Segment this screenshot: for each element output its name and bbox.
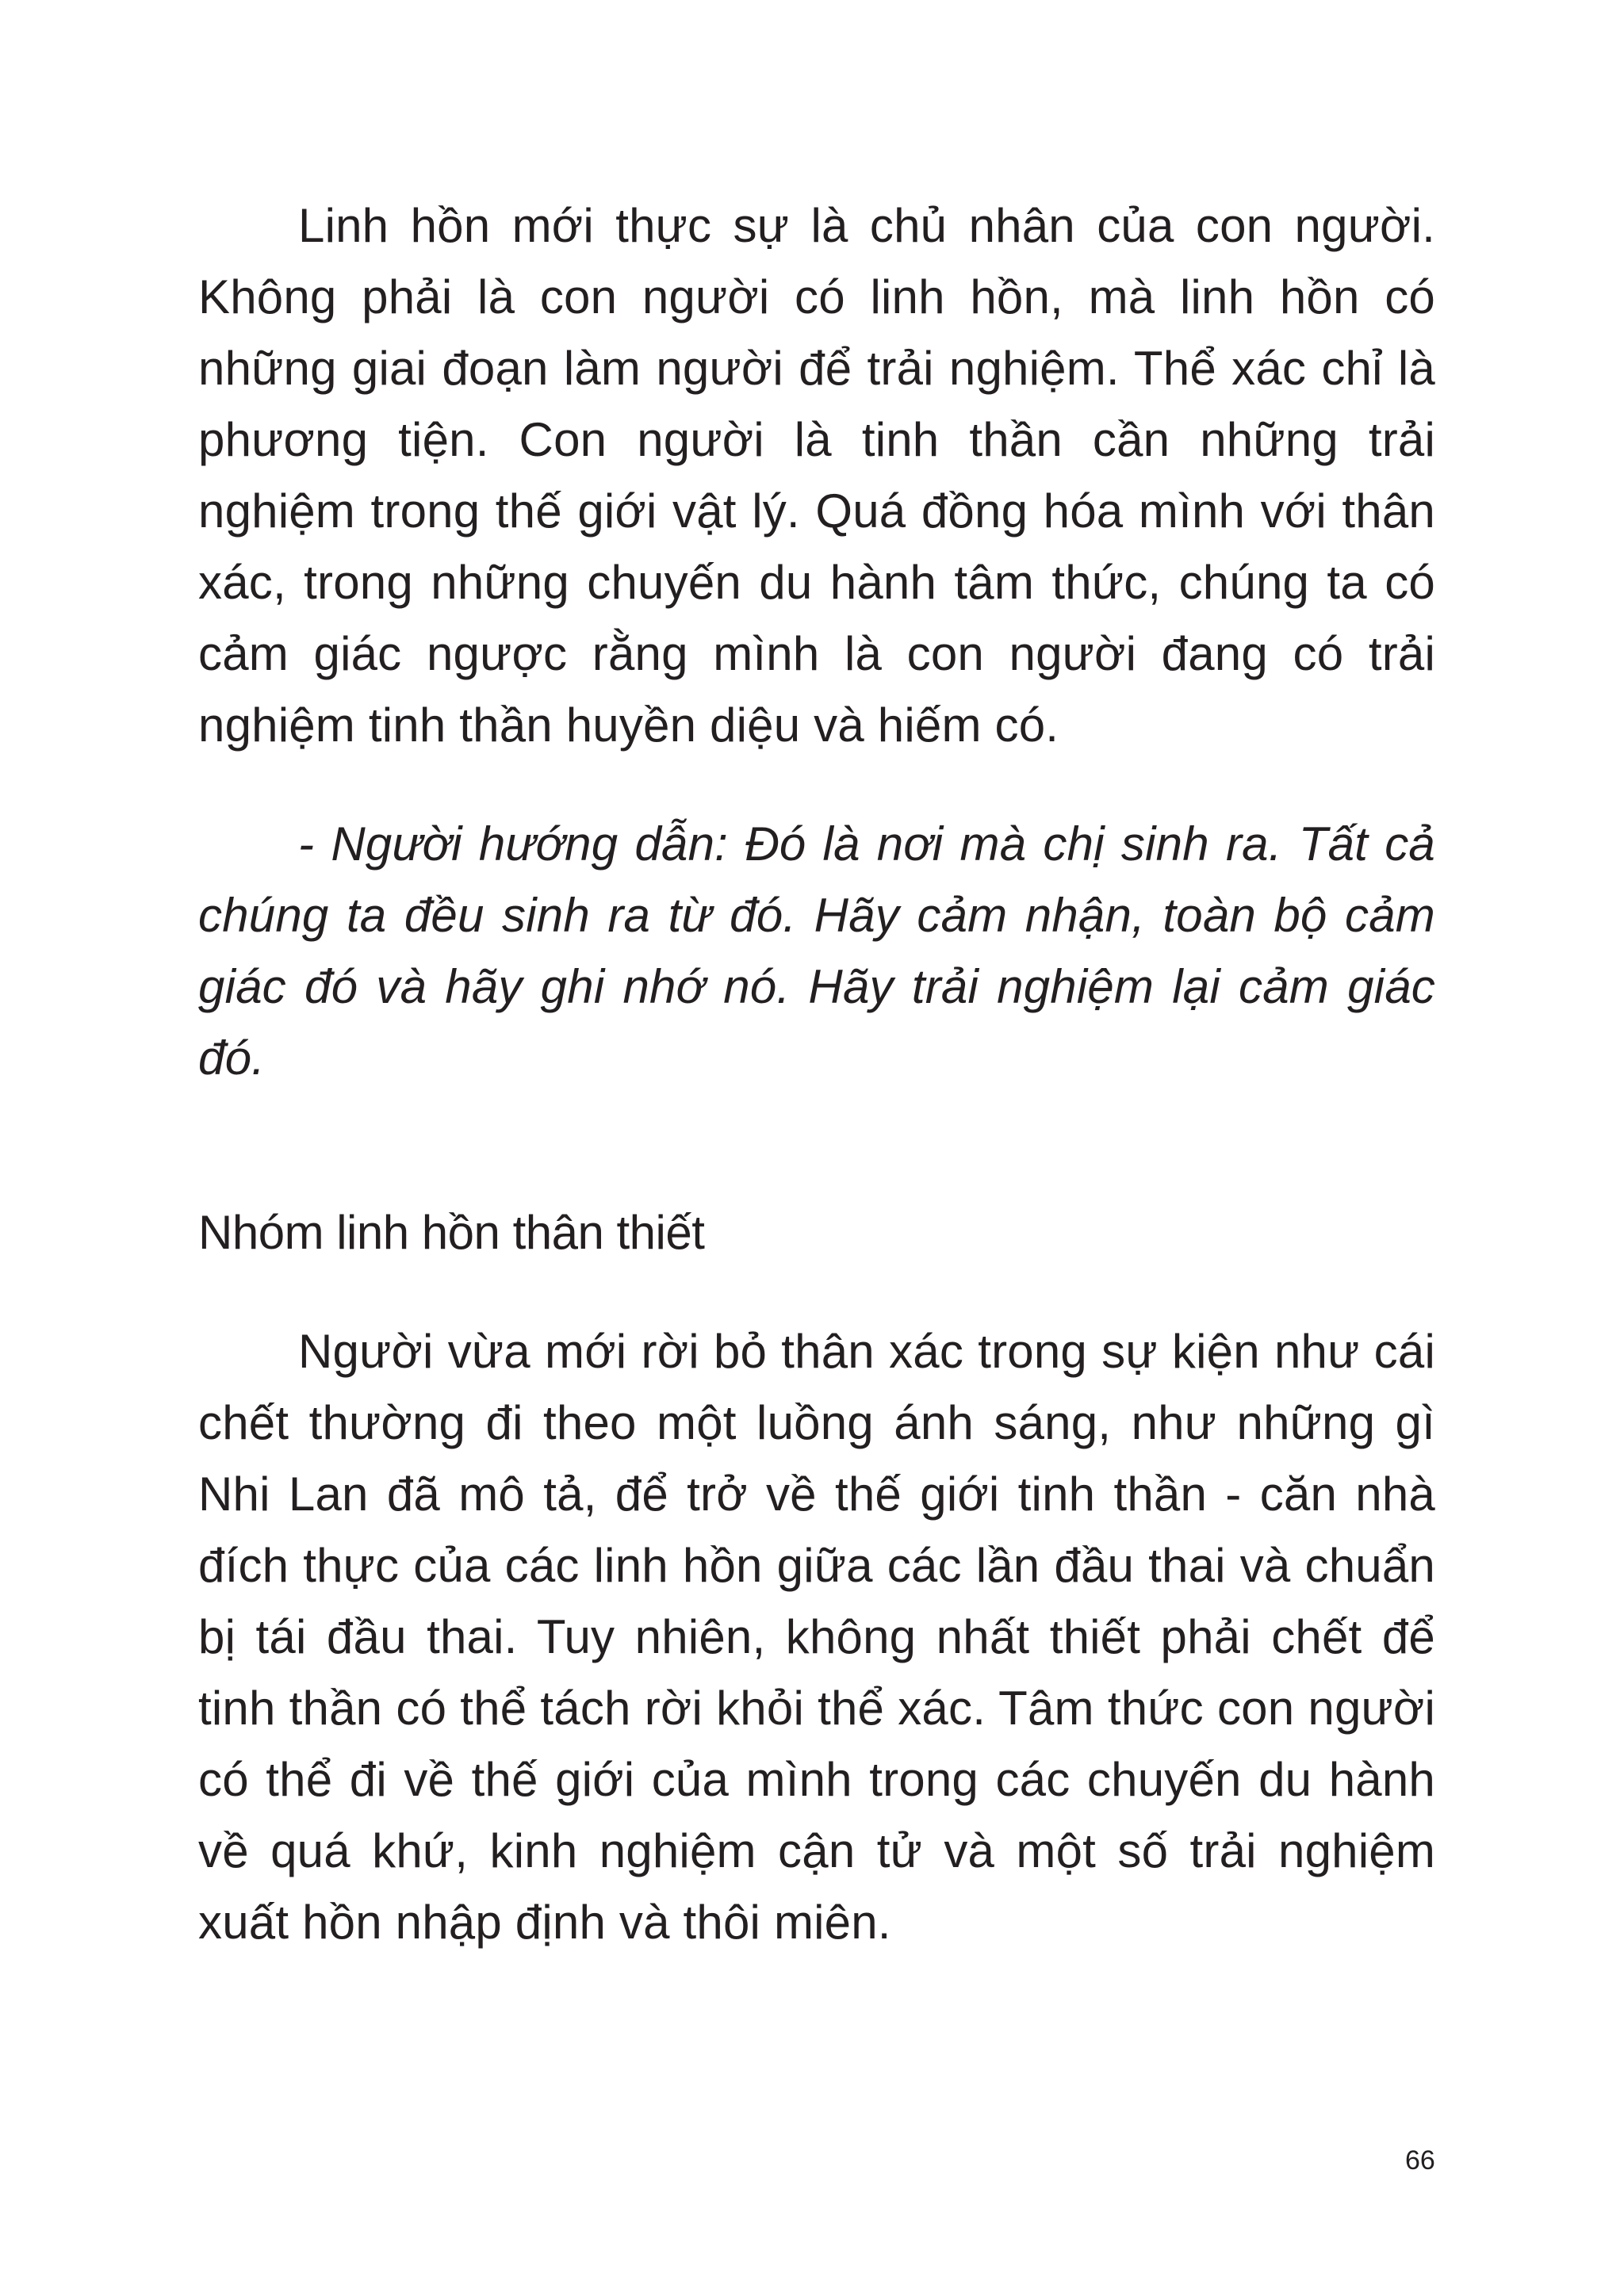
document-page bbox=[198, 190, 1435, 1949]
section-heading: Nhóm linh hồn thân thiết bbox=[198, 1206, 705, 1259]
page-number: 66 bbox=[1405, 2145, 1435, 2175]
body-paragraph: Linh hồn mới thực sự là chủ nhân của con người. Không phải là con người có linh hồn, mà linh hồn có những giai đoạn làm người để trải nghiệm. Thể xác chỉ là phương tiện. Con người là tinh thần cần những trải nghiệm trong thế giới vật lý. Quá đồng hóa mình với thân xác, trong những chuyến du hành tâm thức, chúng ta có cảm giác ngược rằng mình là con người đang có trải nghiệm tinh thần huyền diệu và hiếm có. bbox=[198, 199, 1435, 752]
body-paragraph: Người vừa mới rời bỏ thân xác trong sự kiện như cái chết thường đi theo một luồng ánh sáng, như những gì Nhi Lan đã mô tả, để trở về thế giới tinh thần - căn nhà đích thực của các linh hồn giữa các lần đầu thai và chuẩn bị tái đầu thai. Tuy nhiên, không nhất thiết phải chết để tinh thần có thể tách rời khỏi thể xác. Tâm thức con người có thể đi về thế giới của mình trong các chuyến du hành về quá khứ, kinh nghiệm cận tử và một số trải nghiệm xuất hồn nhập định và thôi miên. bbox=[198, 1325, 1435, 1949]
italic-quote-paragraph: - Người hướng dẫn: Đó là nơi mà chị sinh ra. Tất cả chúng ta đều sinh ra từ đó. Hãy cảm nhận, toàn bộ cảm giác đó và hãy ghi nhớ nó. Hãy trải nghiệm lại cảm giác đó. bbox=[198, 817, 1435, 1085]
